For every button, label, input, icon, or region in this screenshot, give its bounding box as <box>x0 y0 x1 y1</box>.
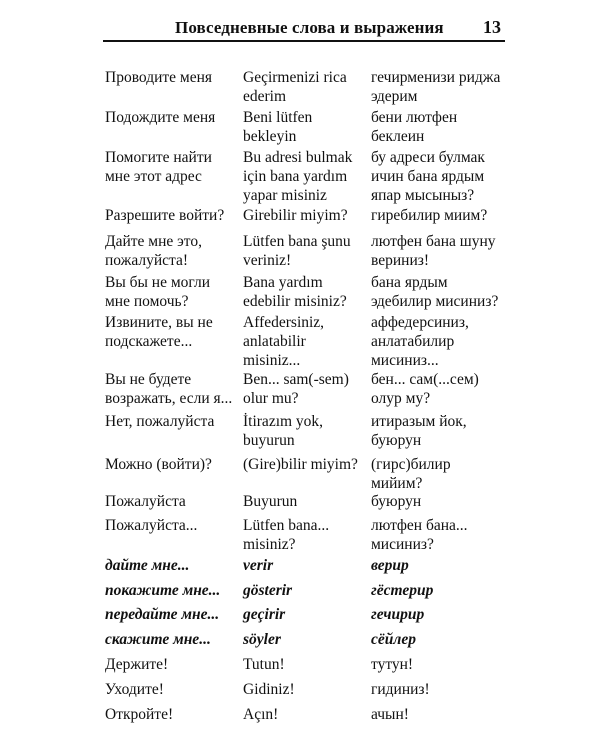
turkish-phrase: Geçirmenizi rica ederim <box>243 69 347 105</box>
turkish-phrase: gösterir <box>243 582 293 599</box>
turkish-phrase: Tutun! <box>243 656 285 673</box>
turkish-phrase: (Gire)bilir miyim? <box>243 456 358 473</box>
russian-phrase: Можно (войти)? <box>105 456 212 473</box>
transliteration: бу адреси булмак ичин бана ярдым япар мысыныз? <box>371 149 485 204</box>
turkish-phrase: Lütfen bana... misiniz? <box>243 517 330 553</box>
russian-phrase: Нет, пожалуйста <box>105 413 215 430</box>
transliteration: гечирир <box>371 606 425 623</box>
transliteration: гёстерир <box>371 582 434 599</box>
russian-phrase: покажите мне... <box>105 582 221 599</box>
turkish-phrase: Affedersiniz, anlatabilir misiniz... <box>243 314 325 369</box>
turkish-phrase: Lütfen bana şunu veriniz! <box>243 233 351 269</box>
transliteration: бен... сам(...сем) олур му? <box>371 371 479 407</box>
transliteration: ачын! <box>371 706 409 723</box>
russian-phrase: дайте мне... <box>105 557 190 574</box>
russian-phrase: передайте мне... <box>105 606 220 623</box>
transliteration: лютфен бана... мисиниз? <box>371 517 468 553</box>
transliteration: бени лютфен беклеин <box>371 109 458 145</box>
russian-phrase: Разрешите войти? <box>105 207 225 224</box>
russian-phrase: Пожалуйста... <box>105 517 198 534</box>
page-title: Повседневные слова и выражения <box>175 18 444 37</box>
transliteration: сёйлер <box>371 631 416 648</box>
turkish-phrase: geçirir <box>243 606 286 623</box>
russian-phrase: Дайте мне это, пожалуйста! <box>105 233 202 269</box>
turkish-phrase: Bu adresi bulmak için bana yardım yapar misiniz <box>243 149 353 204</box>
transliteration: гечирменизи риджа эдерим <box>371 69 501 105</box>
transliteration: гиребилир миим? <box>371 207 488 224</box>
russian-phrase: Подождите меня <box>105 109 216 126</box>
transliteration: бана ярдым эдебилир мисиниз? <box>371 274 499 310</box>
transliteration: буюрун <box>371 493 422 510</box>
turkish-phrase: Açın! <box>243 706 279 723</box>
russian-phrase: Держите! <box>105 656 169 673</box>
page-number: 13 <box>483 17 501 37</box>
turkish-phrase: Girebilir miyim? <box>243 207 348 224</box>
turkish-phrase: İtirazım yok, buyurun <box>243 413 324 449</box>
transliteration: лютфен бана шуну вериниз! <box>371 233 496 269</box>
russian-phrase: Откройте! <box>105 706 174 723</box>
turkish-phrase: Buyurun <box>243 493 298 510</box>
turkish-phrase: Bana yardım edebilir misiniz? <box>243 274 347 310</box>
transliteration: аффедерсиниз, анлатабилир мисиниз... <box>371 314 469 369</box>
turkish-phrase: Beni lütfen bekleyin <box>243 109 313 145</box>
transliteration: (гирс)билир мийим? <box>371 456 451 492</box>
transliteration: итиразым йок, буюрун <box>371 413 467 449</box>
russian-phrase: Вы не будете возражать, если я... <box>105 371 233 407</box>
transliteration: гидиниз! <box>371 681 430 698</box>
russian-phrase: Помогите найти мне этот адрес <box>105 149 212 185</box>
russian-phrase: скажите мне... <box>105 631 211 648</box>
russian-phrase: Вы бы не могли мне помочь? <box>105 274 211 310</box>
transliteration: тутун! <box>371 656 414 673</box>
turkish-phrase: söyler <box>243 631 281 648</box>
turkish-phrase: Ben... sam(-sem) olur mu? <box>243 371 349 407</box>
russian-phrase: Проводите меня <box>105 69 213 86</box>
russian-phrase: Уходите! <box>105 681 164 698</box>
turkish-phrase: Gidiniz! <box>243 681 295 698</box>
turkish-phrase: verir <box>243 557 274 574</box>
transliteration: верир <box>371 557 409 574</box>
russian-phrase: Пожалуйста <box>105 493 186 510</box>
russian-phrase: Извините, вы не подскажете... <box>105 314 213 350</box>
